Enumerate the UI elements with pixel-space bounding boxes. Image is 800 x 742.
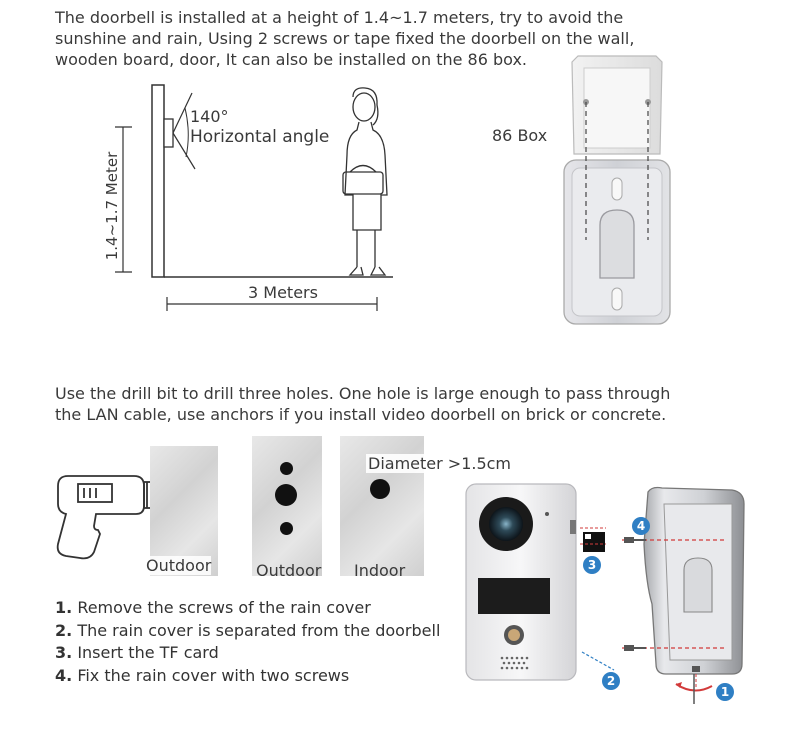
angle-arc	[185, 108, 188, 157]
panel-label-outdoor-1: Outdoor	[146, 556, 212, 575]
distance-label: 3 Meters	[248, 283, 318, 302]
wall	[152, 85, 164, 277]
rotate-arrow-icon	[670, 674, 720, 704]
woman-figure	[343, 88, 387, 275]
hole-small-top	[280, 462, 293, 475]
install-line-3: wooden board, door, It can also be installed on the 86 box.	[55, 50, 527, 69]
cable-slot	[600, 210, 634, 278]
panel-label-indoor: Indoor	[354, 561, 406, 580]
drill-line-2: the LAN cable, use anchors if you install video doorbell on brick or concrete.	[55, 405, 667, 424]
screw-icon	[624, 537, 646, 543]
tf-card-icon	[580, 522, 610, 554]
box-86-illustration	[556, 50, 678, 332]
angle-label: Horizontal angle	[190, 127, 330, 147]
steps-list	[55, 597, 440, 687]
callout-badge-2: 2	[602, 672, 620, 690]
install-line-1: The doorbell is installed at a height of 1.4~1.7 meters, try to avoid the	[55, 8, 624, 27]
diameter-label: Diameter >1.5cm	[368, 454, 512, 473]
install-line-2: sunshine and rain, Using 2 screws or tape fixed the doorbell on the wall,	[55, 29, 635, 48]
hole-small-bottom	[280, 522, 293, 535]
display-panel	[478, 578, 550, 614]
doorbell-side	[164, 119, 173, 147]
step-item: 1. Remove the screws of the rain cover	[55, 598, 371, 617]
hole-large	[275, 484, 297, 506]
hole-indoor	[370, 479, 390, 499]
step-item: 2. The rain cover is separated from the doorbell	[55, 620, 441, 640]
drill-paragraph	[55, 383, 785, 425]
drill-line-1: Use the drill bit to drill three holes. One hole is large enough to pass through	[55, 384, 671, 403]
callout-badge-1: 1	[716, 683, 734, 701]
callout-badge-3: 3	[583, 556, 601, 574]
screw-icon	[624, 645, 646, 651]
rain-cover	[612, 484, 762, 689]
height-label: 1.4~1.7 Meter	[103, 151, 121, 261]
callout-badge-4: 4	[632, 517, 650, 535]
box-label: 86 Box	[492, 126, 548, 145]
wall-panel-outdoor	[252, 436, 322, 576]
doorbell-front	[462, 480, 582, 685]
step-item: 4. Fix the rain cover with two screws	[55, 665, 350, 685]
step-item: 3. Insert the TF card	[55, 643, 219, 662]
camera-lens-icon	[489, 507, 523, 541]
panel-label-outdoor-2: Outdoor	[256, 561, 322, 580]
angle-value: 140°	[190, 107, 229, 126]
